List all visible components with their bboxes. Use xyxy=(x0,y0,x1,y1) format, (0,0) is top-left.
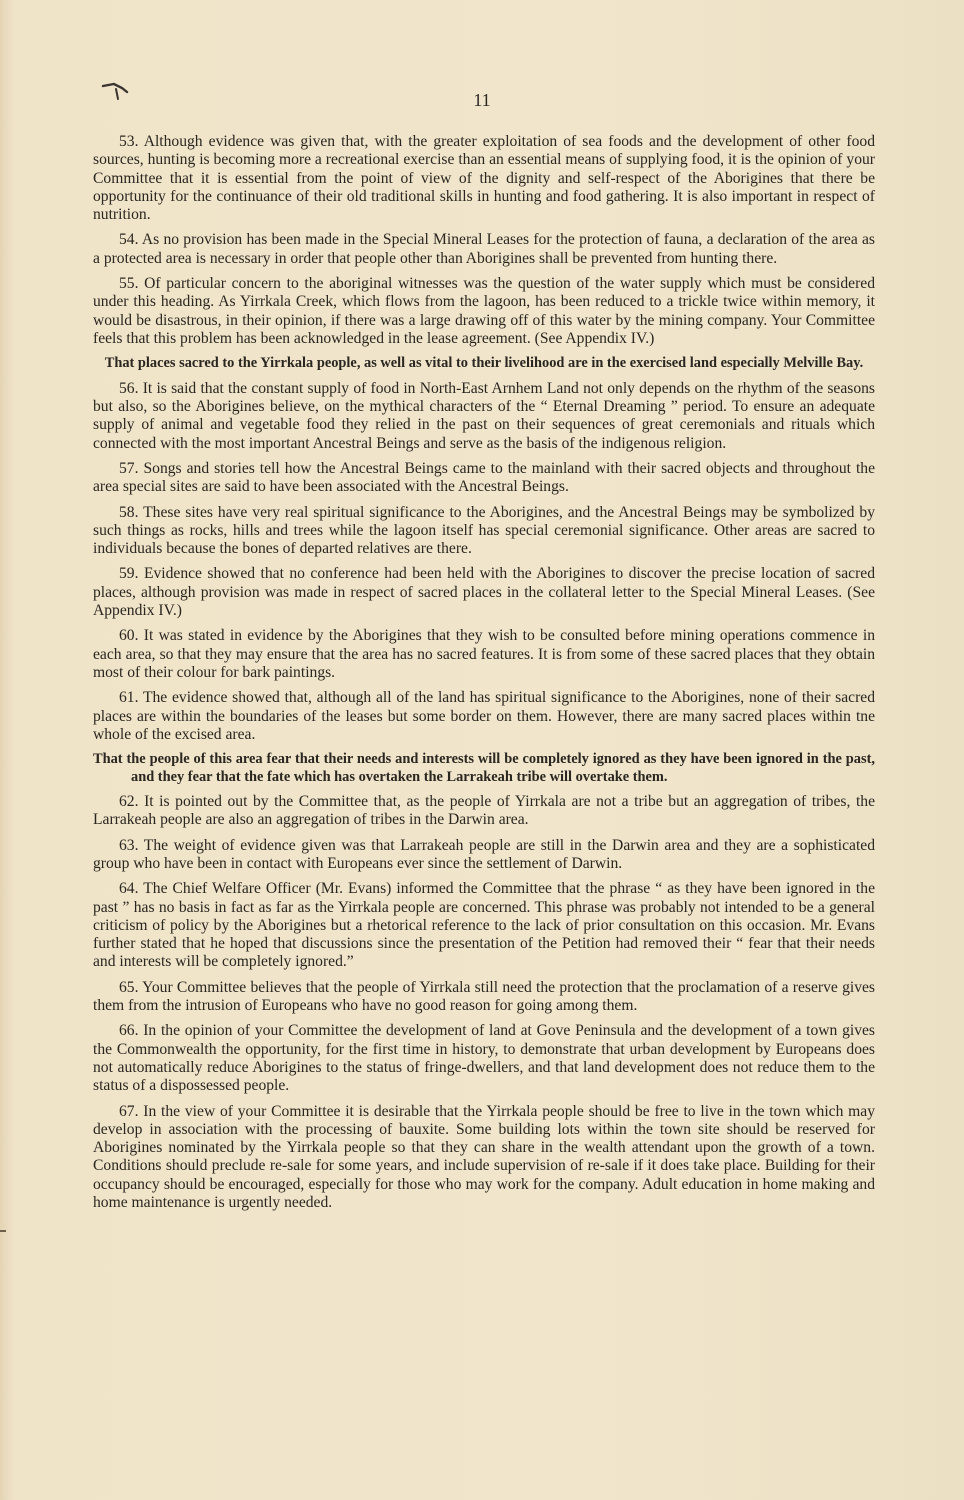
finding-fear-ignored: That the people of this area fear that their needs and interests will be completely ignored as they have been ignored in the past, and they fear that the fate which has overtaken the Larrakeah tribe will overtake them. xyxy=(93,751,875,785)
page-body xyxy=(93,133,875,1219)
paragraph-58: 58. These sites have very real spiritual significance to the Aborigines, and the Ancestral Beings may be symbolized by such things as rocks, hills and trees while the lagoon itself has special ceremonial significance. Other areas are sacred to individuals because the bones of departed relatives are there. xyxy=(93,503,875,558)
paragraph-53: 53. Although evidence was given that, with the greater exploitation of sea foods and the development of other food sources, hunting is becoming more a recreational exercise than an essential means of supplying food, it is the opinion of your Committee that it is essential from the point of view of the dignity and self-respect of the Aborigines that there be opportunity for the continuance of their old traditional skills in hunting and food gathering. It is also important in respect of nutrition. xyxy=(93,133,875,224)
paragraph-60: 60. It was stated in evidence by the Aborigines that they wish to be consulted before mining operations commence in each area, so that they may ensure that the area has no sacred features. It is from some of these sacred places that they obtain most of their colour for bark paintings. xyxy=(93,627,875,681)
paragraph-63: 63. The weight of evidence given was that Larrakeah people are still in the Darwin area and they are a sophisticated group who have been in contact with Europeans ever since the settlement of Darwin. xyxy=(93,836,875,872)
binding-mark xyxy=(0,1230,6,1232)
finding-sacred-places: That places sacred to the Yirrkala people, as well as vital to their livelihood are in the exercised land especially Melville Bay. xyxy=(104,355,864,372)
paragraph-66: 66. In the opinion of your Committee the development of land at Gove Peninsula and the development of a town gives the Commonwealth the opportunity, for the first time in history, to demonstrate that urban development by Europeans does not automatically reduce Aborigines to the status of fringe-dwellers, and that land development does not reduce them to the status of a dispossessed people. xyxy=(93,1022,875,1095)
paragraph-59: 59. Evidence showed that no conference had been held with the Aborigines to discover the precise location of sacred places, although provision was made in respect of sacred places in the collateral letter to the Special Mineral Leases. (See Appendix IV.) xyxy=(93,565,875,620)
paragraph-54: 54. As no provision has been made in the Special Mineral Leases for the protection of fauna, a declaration of the area as a protected area is necessary in order that people other than Aborigines shall be prevented from hunting there. xyxy=(93,231,875,267)
paragraph-57: 57. Songs and stories tell how the Ancestral Beings came to the mainland with their sacred objects and throughout the area special sites are said to have been associated with the Ancestral Beings. xyxy=(93,459,875,496)
paragraph-62: 62. It is pointed out by the Committee that, as the people of Yirrkala are not a tribe but an aggregation of tribes, the Larrakeah people are also an aggregation of tribes in the Darwin area. xyxy=(93,793,875,829)
paragraph-56: 56. It is said that the constant supply of food in North-East Arnhem Land not only depends on the rhythm of the seasons but also, so the Aborigines believe, on the mythical characters of the “ Eternal Dreaming ” period. To ensure an adequate supply of animal and vegetable food they relied in the past on their sequences of great ceremonials and rituals which connected with the most important Ancestral Beings and serve as the basis of the indigenous religion. xyxy=(93,379,875,452)
paragraph-65: 65. Your Committee believes that the people of Yirrkala still need the protection that the proclamation of a reserve gives them from the intrusion of Europeans who have no good reason for going among them. xyxy=(93,978,875,1015)
paragraph-64: 64. The Chief Welfare Officer (Mr. Evans) informed the Committee that the phrase “ as they have been ignored in the past ” has no basis in fact as far as the Yirrkala people are concerned. This phrase was probably not intended to be a general criticism of policy by the Aborigines but a rhetorical reference to the lack of prior consultation on this occasion. Mr. Evans further stated that he hoped that discussions since the presentation of the Petition had removed their “ fear that their needs and interests will be completely ignored.” xyxy=(93,880,875,971)
paragraph-61: 61. The evidence showed that, although all of the land has spiritual significance to the Aborigines, none of their sacred places are within the boundaries of the leases but some border on them. However, there are many sacred places within tne whole of the excised area. xyxy=(93,689,875,743)
paragraph-67: 67. In the view of your Committee it is desirable that the Yirrkala people should be free to live in the town which may develop in association with the processing of bauxite. Some building lots within the town site should be reserved for Aborigines nominated by the Yirrkala people so that they can share in the wealth attendant upon the growth of a town. Conditions should preclude re-sale for some years, and include supervision of re-sale if it does take place. Building for their occupancy should be encouraged, especially for those who may work for the company. Adult education in home making and home maintenance is urgently needed. xyxy=(93,1102,875,1212)
page-number: 11 xyxy=(473,90,491,110)
paragraph-55: 55. Of particular concern to the aboriginal witnesses was the question of the water supply which must be considered under this heading. As Yirrkala Creek, which flows from the lagoon, has been reduced to a trickle twice within memory, it would be disastrous, in their opinion, if there was a large drawing off of this water by the mining company. Your Committee feels that this problem has been acknowledged in the lease agreement. (See Appendix IV.) xyxy=(93,275,875,347)
